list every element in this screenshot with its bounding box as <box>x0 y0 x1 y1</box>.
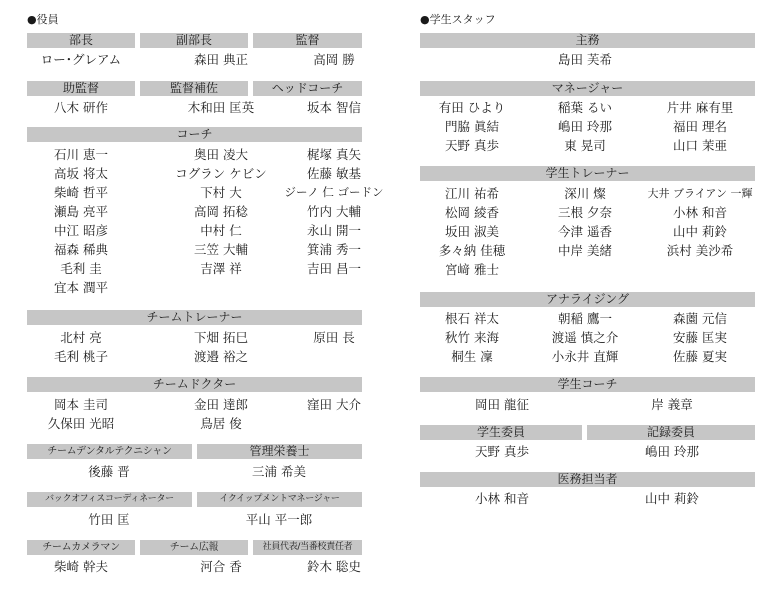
header-student-trainer: 学生トレーナー <box>420 166 755 181</box>
header-team-pr: チーム広報 <box>140 540 248 555</box>
name: 嶋田 玲那 <box>558 119 612 134</box>
header-company-rep: 社員代表/当番校責任者 <box>253 540 362 555</box>
header-coach: コーチ <box>27 127 362 142</box>
name: 中村 仁 <box>200 223 242 238</box>
name: 佐藤 夏実 <box>673 349 727 364</box>
header-team-trainer: チームトレーナー <box>27 310 362 325</box>
name: 片井 麻有里 <box>666 100 734 115</box>
name: 松岡 綾香 <box>445 205 499 220</box>
name: 金田 達郎 <box>194 397 248 412</box>
header-analyzing: アナライジング <box>420 292 755 307</box>
name: 深川 燦 <box>564 186 606 201</box>
name: 鈴木 聡史 <box>307 559 361 574</box>
name: 中岸 美緒 <box>558 243 612 258</box>
name: 平山 平一郎 <box>245 512 313 527</box>
name: 森薗 元信 <box>673 311 727 326</box>
name: 江川 祐希 <box>445 186 499 201</box>
name: 奥田 凌大 <box>194 147 248 162</box>
name: 下村 大 <box>200 185 242 200</box>
name: 毛利 圭 <box>60 261 102 276</box>
name: 山口 茉亜 <box>673 138 727 153</box>
name: 柴崎 哲平 <box>54 185 108 200</box>
officers-title: ●役員 <box>27 13 59 26</box>
name: 山中 莉鈴 <box>673 224 727 239</box>
header-fukubucho: 副部長 <box>140 33 248 48</box>
header-shumu: 主務 <box>420 33 755 48</box>
name: 渡邉 裕之 <box>194 349 248 364</box>
header-student-coach: 学生コーチ <box>420 377 755 392</box>
name: 高岡 拓稔 <box>194 204 248 219</box>
name: 山中 莉鈴 <box>645 491 699 506</box>
name: 八木 研作 <box>54 100 108 115</box>
header-team-doctor: チームドクター <box>27 377 362 392</box>
name: 安藤 匡実 <box>673 330 727 345</box>
header-head-coach: ヘッドコーチ <box>253 81 362 96</box>
name: ロー･グレアム <box>40 52 122 67</box>
name: 渡遥 慎之介 <box>551 330 619 345</box>
name: 森田 典正 <box>194 52 248 67</box>
header-manager: マネージャー <box>420 81 755 96</box>
name: 毛利 桃子 <box>54 349 108 364</box>
name: 河合 香 <box>200 559 242 574</box>
name: 門脇 眞結 <box>445 119 499 134</box>
name: 根石 祥太 <box>445 311 499 326</box>
name: 岸 義章 <box>651 397 693 412</box>
header-kantoku: 監督 <box>253 33 362 48</box>
name: 窪田 大介 <box>307 397 361 412</box>
header-back-office: バックオフィスコーディネーター <box>27 492 192 507</box>
name: 高岡 勝 <box>313 52 355 67</box>
name: 永山 開一 <box>307 223 361 238</box>
header-jokantoku: 助監督 <box>27 81 135 96</box>
student-staff-title: ●学生スタッフ <box>420 13 496 26</box>
name: 多々納 佳穂 <box>438 243 506 258</box>
name: 宮﨑 雅士 <box>445 262 499 277</box>
name: 坂本 智信 <box>307 100 361 115</box>
header-bucho: 部長 <box>27 33 135 48</box>
header-student-committee: 学生委員 <box>420 425 582 440</box>
name: 中江 昭彦 <box>54 223 108 238</box>
name: 福森 稀典 <box>54 242 108 257</box>
name: 大井 ブライアン 一輝 <box>647 187 753 200</box>
name: 宜本 潤平 <box>54 280 108 295</box>
name: 小林 和音 <box>475 491 529 506</box>
name: 木和田 匡英 <box>187 100 255 115</box>
header-team-cameraman: チームカメラマン <box>27 540 135 555</box>
name: 島田 芙希 <box>558 52 612 67</box>
name: 小永井 直輝 <box>551 349 619 364</box>
name: 小林 和音 <box>673 205 727 220</box>
name: 吉澤 祥 <box>200 261 242 276</box>
name: 嶋田 玲那 <box>645 444 699 459</box>
name: 吉田 昌一 <box>307 261 361 276</box>
name: 稲葉 るい <box>558 100 612 115</box>
name: 柴崎 幹夫 <box>54 559 108 574</box>
name: 三浦 希美 <box>252 464 306 479</box>
name: 浜村 美沙希 <box>666 243 734 258</box>
name: 石川 恵一 <box>54 147 108 162</box>
name: 高坂 将太 <box>54 166 108 181</box>
name: 原田 長 <box>313 330 355 345</box>
name: 三根 夕奈 <box>558 205 612 220</box>
name: 天野 真歩 <box>475 444 529 459</box>
name: 福田 理名 <box>673 119 727 134</box>
header-medical: 医務担当者 <box>420 472 755 487</box>
name: 有田 ひより <box>438 100 506 115</box>
name: 天野 真歩 <box>445 138 499 153</box>
name: 久保田 光昭 <box>47 416 115 431</box>
name: 桐生 凜 <box>451 349 493 364</box>
header-dental-technician: チームデンタルテクニシャン <box>27 444 192 459</box>
name: 箕浦 秀一 <box>307 242 361 257</box>
name: 今津 遥香 <box>558 224 612 239</box>
name: 三笠 大輔 <box>194 242 248 257</box>
name: 梶塚 真矢 <box>307 147 361 162</box>
name: 坂田 淑美 <box>445 224 499 239</box>
name: コグラン ケビン <box>175 166 267 181</box>
header-kantoku-hosa: 監督補佐 <box>140 81 248 96</box>
name: 鳥居 俊 <box>200 416 242 431</box>
name: 北村 亮 <box>60 330 102 345</box>
name: 秋竹 来海 <box>445 330 499 345</box>
name: 佐藤 敏基 <box>307 166 361 181</box>
name: 下畑 拓巳 <box>194 330 248 345</box>
name: 岡田 龍征 <box>475 397 529 412</box>
name: 後藤 晋 <box>88 464 130 479</box>
header-dietitian: 管理栄養士 <box>197 444 362 459</box>
name: 岡本 圭司 <box>54 397 108 412</box>
name: 東 晃司 <box>564 138 606 153</box>
name: 瀬島 亮平 <box>54 204 108 219</box>
header-equipment-manager: イクイップメントマネージャー <box>197 492 362 507</box>
name: ジーノ 仁 ゴードン <box>284 185 384 199</box>
name: 朝稲 鷹一 <box>558 311 612 326</box>
name: 竹内 大輔 <box>307 204 361 219</box>
name: 竹田 匡 <box>88 512 130 527</box>
header-record-committee: 記録委員 <box>587 425 755 440</box>
